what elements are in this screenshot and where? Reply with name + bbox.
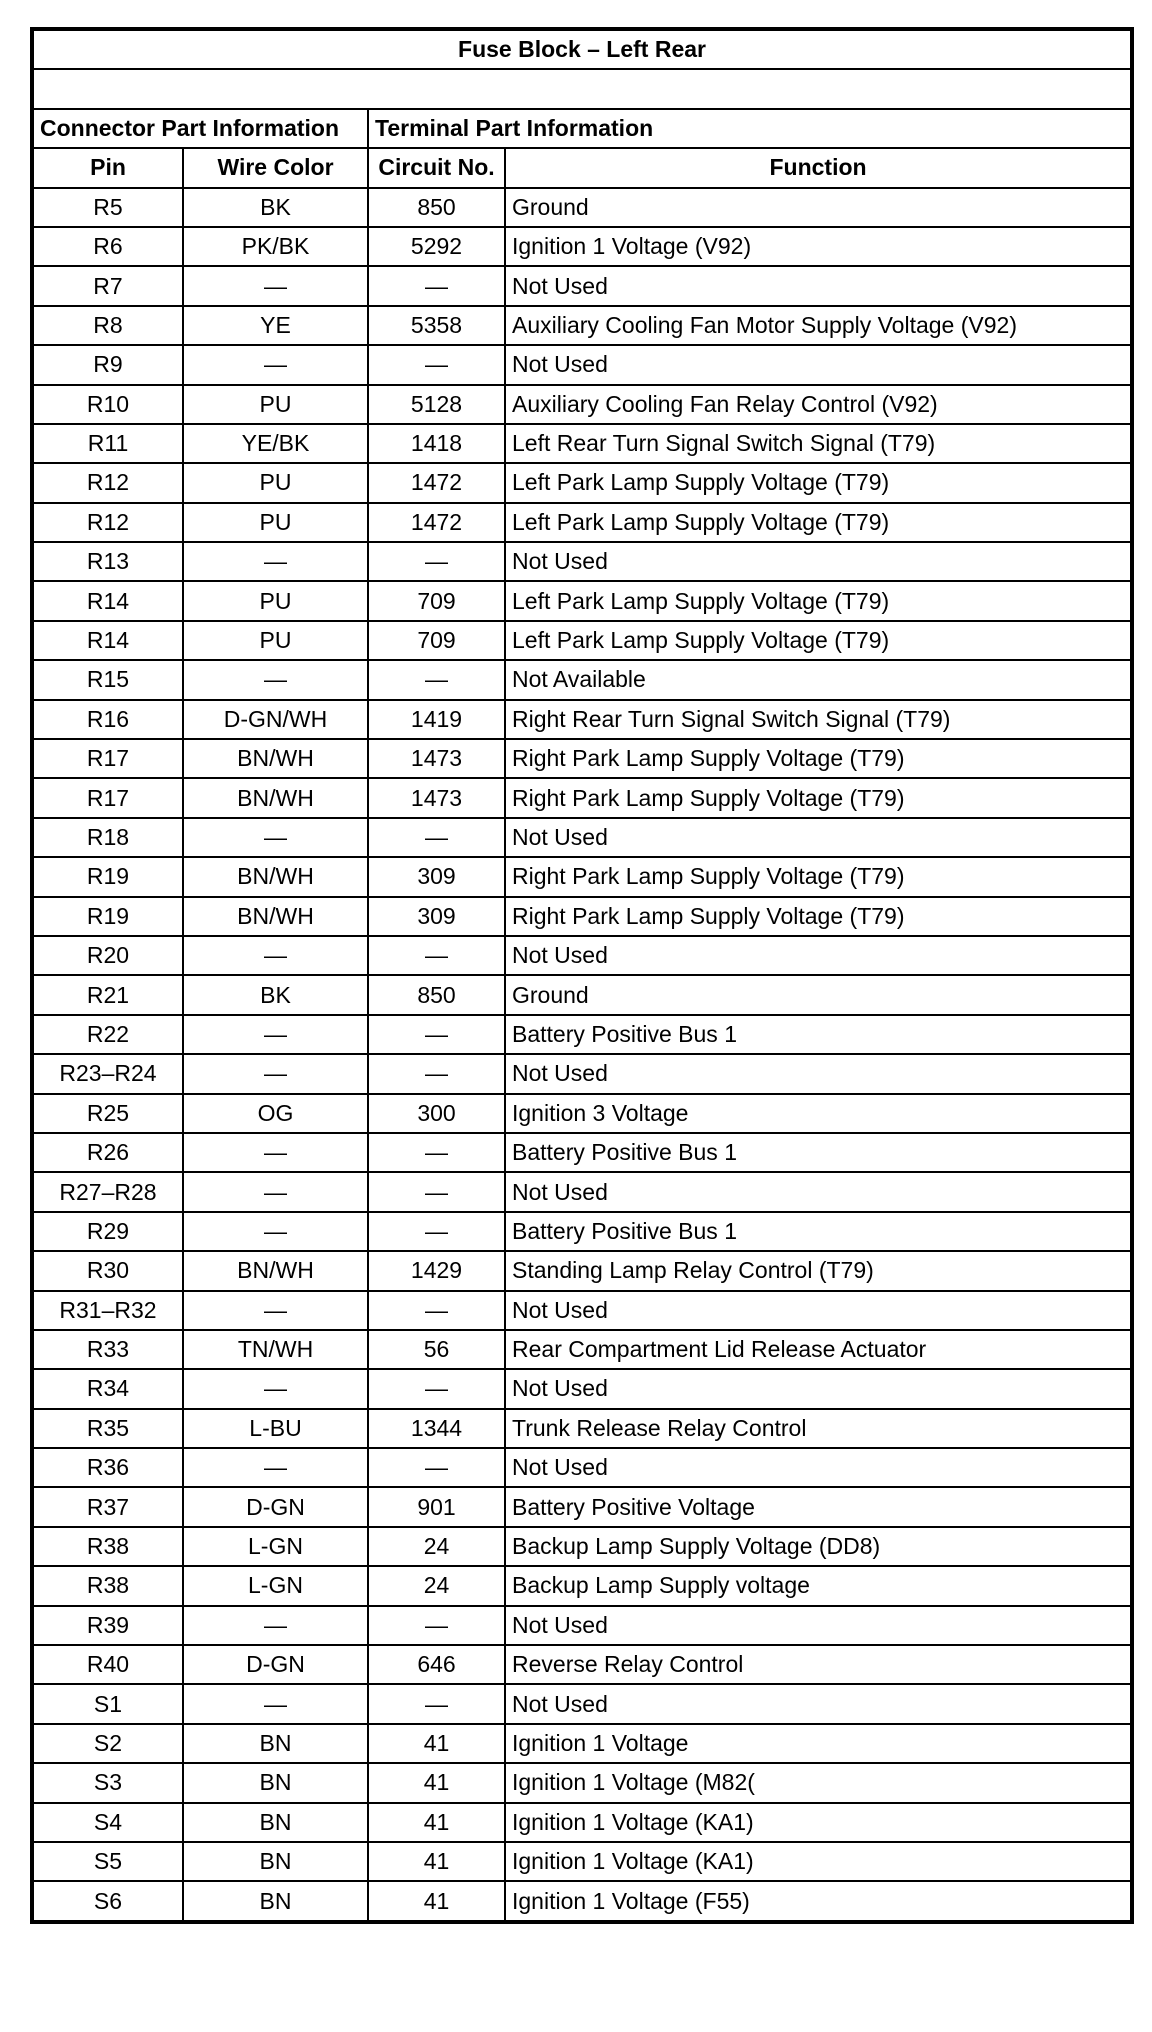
function-cell: Not Used <box>505 1172 1132 1211</box>
wire-color-cell: L-BU <box>183 1409 368 1448</box>
table-title: Fuse Block – Left Rear <box>32 29 1132 69</box>
wire-color-cell: D-GN/WH <box>183 700 368 739</box>
function-column-header: Function <box>505 148 1132 187</box>
table-row <box>32 660 1132 699</box>
function-cell: Right Park Lamp Supply Voltage (T79) <box>505 897 1132 936</box>
circuit-cell: 41 <box>368 1763 505 1802</box>
table-row <box>32 345 1132 384</box>
pin-cell: R22 <box>32 1015 183 1054</box>
circuit-cell: 41 <box>368 1881 505 1921</box>
table-row <box>32 1212 1132 1251</box>
pin-cell: R39 <box>32 1606 183 1645</box>
function-cell: Rear Compartment Lid Release Actuator <box>505 1330 1132 1369</box>
pin-cell: R35 <box>32 1409 183 1448</box>
function-cell: Not Used <box>505 1606 1132 1645</box>
table-row <box>32 1291 1132 1330</box>
wire-color-cell: — <box>183 1684 368 1723</box>
blank-cell <box>32 69 1132 108</box>
table-body <box>32 188 1132 1922</box>
function-cell: Ignition 1 Voltage (F55) <box>505 1881 1132 1921</box>
table-row <box>32 1645 1132 1684</box>
function-cell: Right Park Lamp Supply Voltage (T79) <box>505 778 1132 817</box>
table-row <box>32 1684 1132 1723</box>
circuit-cell: 1344 <box>368 1409 505 1448</box>
table-row <box>32 621 1132 660</box>
circuit-cell: — <box>368 1606 505 1645</box>
circuit-cell: 56 <box>368 1330 505 1369</box>
wire-color-cell: BN <box>183 1763 368 1802</box>
wire-color-cell: PK/BK <box>183 227 368 266</box>
circuit-cell: 709 <box>368 581 505 620</box>
pin-column-header: Pin <box>32 148 183 187</box>
function-cell: Not Used <box>505 1448 1132 1487</box>
pin-cell: R34 <box>32 1369 183 1408</box>
pin-cell: R19 <box>32 857 183 896</box>
pin-cell: R14 <box>32 581 183 620</box>
table-row <box>32 1606 1132 1645</box>
table-row <box>32 857 1132 896</box>
wire-color-cell: — <box>183 660 368 699</box>
table-row <box>32 385 1132 424</box>
table-row <box>32 463 1132 502</box>
pin-cell: S2 <box>32 1724 183 1763</box>
function-cell: Backup Lamp Supply voltage <box>505 1566 1132 1605</box>
table-row <box>32 188 1132 227</box>
function-cell: Not Used <box>505 1054 1132 1093</box>
circuit-cell: 41 <box>368 1803 505 1842</box>
function-cell: Auxiliary Cooling Fan Motor Supply Voltage (V92) <box>505 306 1132 345</box>
table-row <box>32 1881 1132 1921</box>
function-cell: Left Rear Turn Signal Switch Signal (T79) <box>505 424 1132 463</box>
wire-color-cell: — <box>183 542 368 581</box>
function-cell: Right Park Lamp Supply Voltage (T79) <box>505 857 1132 896</box>
wire-color-cell: BN <box>183 1803 368 1842</box>
table-row <box>32 1015 1132 1054</box>
function-cell: Ignition 3 Voltage <box>505 1094 1132 1133</box>
wire-color-cell: L-GN <box>183 1527 368 1566</box>
table-row <box>32 897 1132 936</box>
wire-color-cell: — <box>183 818 368 857</box>
function-cell: Left Park Lamp Supply Voltage (T79) <box>505 581 1132 620</box>
function-cell: Ignition 1 Voltage (V92) <box>505 227 1132 266</box>
pin-cell: R25 <box>32 1094 183 1133</box>
wire-color-cell: — <box>183 1015 368 1054</box>
function-cell: Not Used <box>505 1291 1132 1330</box>
table-row <box>32 1369 1132 1408</box>
function-cell: Not Used <box>505 1369 1132 1408</box>
pin-cell: R23–R24 <box>32 1054 183 1093</box>
function-cell: Ground <box>505 975 1132 1014</box>
wire-color-cell: — <box>183 1606 368 1645</box>
function-cell: Not Used <box>505 542 1132 581</box>
table-row <box>32 975 1132 1014</box>
function-cell: Not Used <box>505 936 1132 975</box>
wire-color-cell: BK <box>183 975 368 1014</box>
wire-color-cell: — <box>183 936 368 975</box>
pin-cell: R27–R28 <box>32 1172 183 1211</box>
pin-cell: S5 <box>32 1842 183 1881</box>
table-row <box>32 1842 1132 1881</box>
circuit-column-header: Circuit No. <box>368 148 505 187</box>
pin-cell: R12 <box>32 463 183 502</box>
wire-color-cell: D-GN <box>183 1487 368 1526</box>
function-cell: Ignition 1 Voltage <box>505 1724 1132 1763</box>
title-row <box>32 29 1132 69</box>
wire-color-cell: — <box>183 1448 368 1487</box>
wire-color-cell: — <box>183 1133 368 1172</box>
circuit-cell: — <box>368 1369 505 1408</box>
pin-cell: R36 <box>32 1448 183 1487</box>
table-row <box>32 818 1132 857</box>
pin-cell: S4 <box>32 1803 183 1842</box>
wire-color-cell: — <box>183 1291 368 1330</box>
function-cell: Not Used <box>505 345 1132 384</box>
pin-cell: S1 <box>32 1684 183 1723</box>
table-row <box>32 503 1132 542</box>
table-row <box>32 936 1132 975</box>
pin-cell: R31–R32 <box>32 1291 183 1330</box>
circuit-cell: 1418 <box>368 424 505 463</box>
function-cell: Auxiliary Cooling Fan Relay Control (V92) <box>505 385 1132 424</box>
column-header-row <box>32 148 1132 187</box>
circuit-cell: 1473 <box>368 778 505 817</box>
circuit-cell: — <box>368 1291 505 1330</box>
table-row <box>32 1763 1132 1802</box>
pin-cell: R9 <box>32 345 183 384</box>
wire-color-cell: PU <box>183 621 368 660</box>
wire-color-cell: PU <box>183 581 368 620</box>
circuit-cell: 309 <box>368 857 505 896</box>
table-row <box>32 1251 1132 1290</box>
circuit-cell: 300 <box>368 1094 505 1133</box>
pin-cell: R38 <box>32 1527 183 1566</box>
function-cell: Not Available <box>505 660 1132 699</box>
circuit-cell: 309 <box>368 897 505 936</box>
wire-color-cell: — <box>183 1212 368 1251</box>
table-row <box>32 1409 1132 1448</box>
wire-color-cell: D-GN <box>183 1645 368 1684</box>
table-row <box>32 542 1132 581</box>
pin-cell: R14 <box>32 621 183 660</box>
circuit-cell: 901 <box>368 1487 505 1526</box>
function-cell: Not Used <box>505 818 1132 857</box>
pin-cell: R13 <box>32 542 183 581</box>
function-cell: Left Park Lamp Supply Voltage (T79) <box>505 463 1132 502</box>
table-row <box>32 700 1132 739</box>
pin-cell: R29 <box>32 1212 183 1251</box>
table-row <box>32 1724 1132 1763</box>
circuit-cell: 1429 <box>368 1251 505 1290</box>
wire-color-cell: — <box>183 345 368 384</box>
table-row <box>32 306 1132 345</box>
wire-color-cell: PU <box>183 385 368 424</box>
circuit-cell: 41 <box>368 1842 505 1881</box>
function-cell: Battery Positive Bus 1 <box>505 1015 1132 1054</box>
pin-cell: R30 <box>32 1251 183 1290</box>
terminal-part-info-header: Terminal Part Information <box>368 109 1132 148</box>
wire-color-cell: BN/WH <box>183 857 368 896</box>
pin-cell: R40 <box>32 1645 183 1684</box>
circuit-cell: 1419 <box>368 700 505 739</box>
circuit-cell: — <box>368 1172 505 1211</box>
circuit-cell: — <box>368 266 505 305</box>
function-cell: Ignition 1 Voltage (KA1) <box>505 1842 1132 1881</box>
circuit-cell: 5358 <box>368 306 505 345</box>
wire-color-cell: BN/WH <box>183 897 368 936</box>
function-cell: Ground <box>505 188 1132 227</box>
pin-cell: R11 <box>32 424 183 463</box>
circuit-cell: 41 <box>368 1724 505 1763</box>
pin-cell: R16 <box>32 700 183 739</box>
function-cell: Battery Positive Bus 1 <box>505 1133 1132 1172</box>
function-cell: Standing Lamp Relay Control (T79) <box>505 1251 1132 1290</box>
circuit-cell: 1472 <box>368 503 505 542</box>
circuit-cell: 1472 <box>368 463 505 502</box>
wire-color-cell: YE <box>183 306 368 345</box>
circuit-cell: 850 <box>368 188 505 227</box>
blank-row <box>32 69 1132 108</box>
circuit-cell: 1473 <box>368 739 505 778</box>
wire-color-cell: — <box>183 1054 368 1093</box>
function-cell: Backup Lamp Supply Voltage (DD8) <box>505 1527 1132 1566</box>
pin-cell: R38 <box>32 1566 183 1605</box>
wire-color-cell: PU <box>183 463 368 502</box>
function-cell: Reverse Relay Control <box>505 1645 1132 1684</box>
circuit-cell: — <box>368 1684 505 1723</box>
table-row <box>32 424 1132 463</box>
table-row <box>32 1133 1132 1172</box>
circuit-cell: — <box>368 1054 505 1093</box>
wire-color-cell: BN/WH <box>183 739 368 778</box>
circuit-cell: 24 <box>368 1566 505 1605</box>
table-row <box>32 581 1132 620</box>
wire-color-cell: BN <box>183 1724 368 1763</box>
pin-cell: R19 <box>32 897 183 936</box>
table-row <box>32 266 1132 305</box>
pin-cell: R33 <box>32 1330 183 1369</box>
circuit-cell: — <box>368 1448 505 1487</box>
function-cell: Ignition 1 Voltage (M82( <box>505 1763 1132 1802</box>
pin-cell: R17 <box>32 778 183 817</box>
pin-cell: R21 <box>32 975 183 1014</box>
circuit-cell: — <box>368 936 505 975</box>
circuit-cell: — <box>368 660 505 699</box>
pin-cell: R7 <box>32 266 183 305</box>
table-row <box>32 778 1132 817</box>
function-cell: Left Park Lamp Supply Voltage (T79) <box>505 621 1132 660</box>
table-row <box>32 1330 1132 1369</box>
pin-cell: R26 <box>32 1133 183 1172</box>
pin-cell: R17 <box>32 739 183 778</box>
function-cell: Battery Positive Voltage <box>505 1487 1132 1526</box>
wire-color-cell: BN/WH <box>183 1251 368 1290</box>
circuit-cell: — <box>368 542 505 581</box>
circuit-cell: — <box>368 345 505 384</box>
pin-cell: S6 <box>32 1881 183 1921</box>
function-cell: Right Park Lamp Supply Voltage (T79) <box>505 739 1132 778</box>
table-row <box>32 1172 1132 1211</box>
circuit-cell: 24 <box>368 1527 505 1566</box>
circuit-cell: — <box>368 1133 505 1172</box>
wire-color-cell: BN/WH <box>183 778 368 817</box>
wire-color-cell: BK <box>183 188 368 227</box>
table-row <box>32 1487 1132 1526</box>
circuit-cell: 5292 <box>368 227 505 266</box>
table-row <box>32 1094 1132 1133</box>
function-cell: Right Rear Turn Signal Switch Signal (T79) <box>505 700 1132 739</box>
function-cell: Battery Positive Bus 1 <box>505 1212 1132 1251</box>
function-cell: Not Used <box>505 266 1132 305</box>
function-cell: Trunk Release Relay Control <box>505 1409 1132 1448</box>
wire-color-cell: YE/BK <box>183 424 368 463</box>
fuse-block-document <box>30 27 1130 1924</box>
table-row <box>32 1054 1132 1093</box>
pin-cell: R10 <box>32 385 183 424</box>
wire-color-cell: BN <box>183 1881 368 1921</box>
table-row <box>32 1566 1132 1605</box>
wire-color-cell: L-GN <box>183 1566 368 1605</box>
table-row <box>32 227 1132 266</box>
pin-cell: R6 <box>32 227 183 266</box>
section-header-row <box>32 109 1132 148</box>
circuit-cell: 5128 <box>368 385 505 424</box>
circuit-cell: 646 <box>368 1645 505 1684</box>
wire-color-cell: BN <box>183 1842 368 1881</box>
circuit-cell: — <box>368 818 505 857</box>
wire-color-cell: — <box>183 266 368 305</box>
table-row <box>32 739 1132 778</box>
pin-cell: R8 <box>32 306 183 345</box>
pin-cell: R5 <box>32 188 183 227</box>
circuit-cell: 850 <box>368 975 505 1014</box>
pin-cell: R15 <box>32 660 183 699</box>
wire-color-cell: PU <box>183 503 368 542</box>
function-cell: Not Used <box>505 1684 1132 1723</box>
wire-color-column-header: Wire Color <box>183 148 368 187</box>
pin-cell: R12 <box>32 503 183 542</box>
table-row <box>32 1803 1132 1842</box>
function-cell: Left Park Lamp Supply Voltage (T79) <box>505 503 1132 542</box>
table-row <box>32 1527 1132 1566</box>
pin-cell: S3 <box>32 1763 183 1802</box>
wire-color-cell: TN/WH <box>183 1330 368 1369</box>
wire-color-cell: — <box>183 1172 368 1211</box>
wire-color-cell: — <box>183 1369 368 1408</box>
circuit-cell: — <box>368 1212 505 1251</box>
connector-part-info-header: Connector Part Information <box>32 109 368 148</box>
circuit-cell: — <box>368 1015 505 1054</box>
pin-cell: R20 <box>32 936 183 975</box>
table-row <box>32 1448 1132 1487</box>
wire-color-cell: OG <box>183 1094 368 1133</box>
function-cell: Ignition 1 Voltage (KA1) <box>505 1803 1132 1842</box>
pin-cell: R37 <box>32 1487 183 1526</box>
fuse-block-table <box>30 27 1134 1924</box>
pin-cell: R18 <box>32 818 183 857</box>
circuit-cell: 709 <box>368 621 505 660</box>
